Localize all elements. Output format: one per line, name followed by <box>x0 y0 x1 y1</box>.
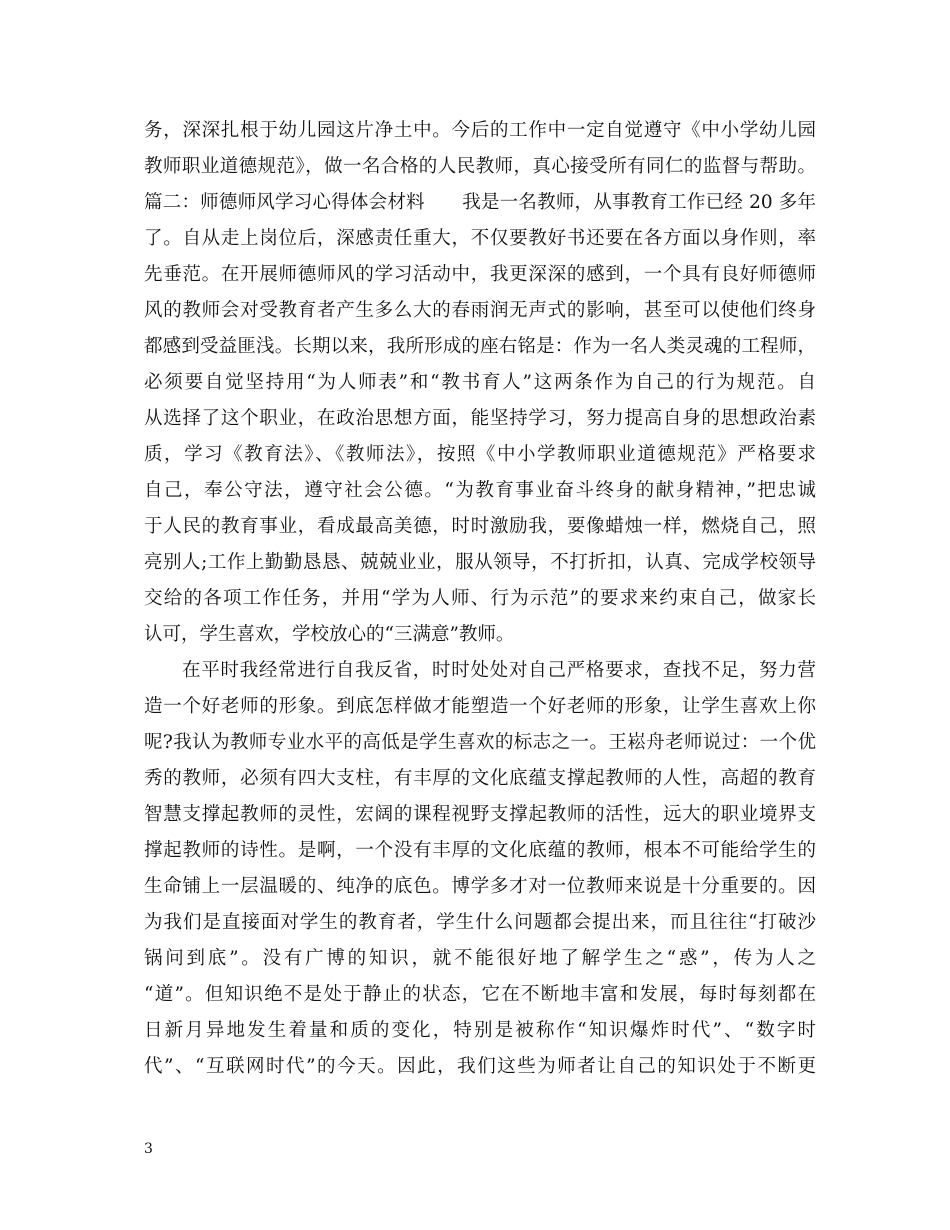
text-line: 在平时我经常进行自我反省，时时处处对自己严格要求，查找不足，努力营 <box>182 660 816 681</box>
text-line: 交给的各项工作任务，并用“学为人师、行为示范”的要求来约束自己，做家长 <box>144 588 816 609</box>
page-number: 3 <box>144 1141 153 1157</box>
text-line: 生命铺上一层温暖的、纯净的底色。博学多才对一位教师来说是十分重要的。因 <box>144 876 816 897</box>
text-line: 呢?我认为教师专业水平的高低是学生喜欢的标志之一。王崧舟老师说过：一个优 <box>144 732 816 753</box>
text-line: 必须要自觉坚持用“为人师表”和“教书育人”这两条作为自己的行为规范。自 <box>144 372 816 393</box>
text-line: 先垂范。在开展师德师风的学习活动中，我更深深的感到，一个具有良好师德师 <box>144 264 816 285</box>
text-line: 自己，奉公守法，遵守社会公德。“为教育事业奋斗终身的献身精神，”把忠诚 <box>144 480 816 501</box>
text-line: 质，学习《教育法》、《教师法》，按照《中小学教师职业道德规范》严格要求 <box>144 444 816 465</box>
text-line: 教师职业道德规范》，做一名合格的人民教师，真心接受所有同仁的监督与帮助。 <box>144 156 816 177</box>
text-line: 造一个好老师的形象。到底怎样做才能塑造一个好老师的形象，让学生喜欢上你 <box>144 696 816 717</box>
paragraph-2 <box>144 653 816 1085</box>
text-line: 锅问到底”。没有广博的知识，就不能很好地了解学生之“惑”，传为人之 <box>144 948 816 969</box>
paragraph-1 <box>144 113 816 653</box>
text-line: 了。自从走上岗位后，深感责任重大，不仅要教好书还要在各方面以身作则，率 <box>144 228 816 249</box>
text-line: 撑起教师的诗性。是啊，一个没有丰厚的文化底蕴的教师，根本不可能给学生的 <box>144 840 816 861</box>
text-line: 务，深深扎根于幼儿园这片净土中。今后的工作中一定自觉遵守《中小学幼儿园 <box>144 120 816 141</box>
text-line: 于人民的教育事业，看成最高美德，时时激励我，要像蜡烛一样，燃烧自己，照 <box>144 516 816 537</box>
text-line: 为我们是直接面对学生的教育者，学生什么问题都会提出来，而且往往“打破沙 <box>144 912 816 933</box>
text-line: 从选择了这个职业，在政治思想方面，能坚持学习，努力提高自身的思想政治素 <box>144 408 816 429</box>
text-line: 都感到受益匪浅。长期以来，我所形成的座右铭是：作为一名人类灵魂的工程师， <box>144 336 816 357</box>
text-line: 亮别人;工作上勤勤恳恳、兢兢业业，服从领导，不打折扣，认真、完成学校领导 <box>144 552 816 573</box>
text-line: 秀的教师，必须有四大支柱，有丰厚的文化底蕴支撑起教师的人性，高超的教育 <box>144 768 816 789</box>
text-line: 认可，学生喜欢，学校放心的“三满意”教师。 <box>144 624 515 645</box>
text-line: 日新月异地发生着量和质的变化，特别是被称作“知识爆炸时代”、“数字时 <box>144 1020 816 1041</box>
text-line: 代”、“互联网时代”的今天。因此，我们这些为师者让自己的知识处于不断更 <box>144 1056 816 1077</box>
text-line: “道”。但知识绝不是处于静止的状态，它在不断地丰富和发展，每时每刻都在 <box>144 984 816 1005</box>
text-line: 篇二：师德师风学习心得体会材料 我是一名教师，从事教育工作已经 20 多年 <box>144 192 816 213</box>
text-line: 风的教师会对受教育者产生多么大的春雨润无声式的影响，甚至可以使他们终身 <box>144 300 816 321</box>
text-line: 智慧支撑起教师的灵性，宏阔的课程视野支撑起教师的活性，远大的职业境界支 <box>144 804 816 825</box>
body-text <box>144 113 816 1085</box>
